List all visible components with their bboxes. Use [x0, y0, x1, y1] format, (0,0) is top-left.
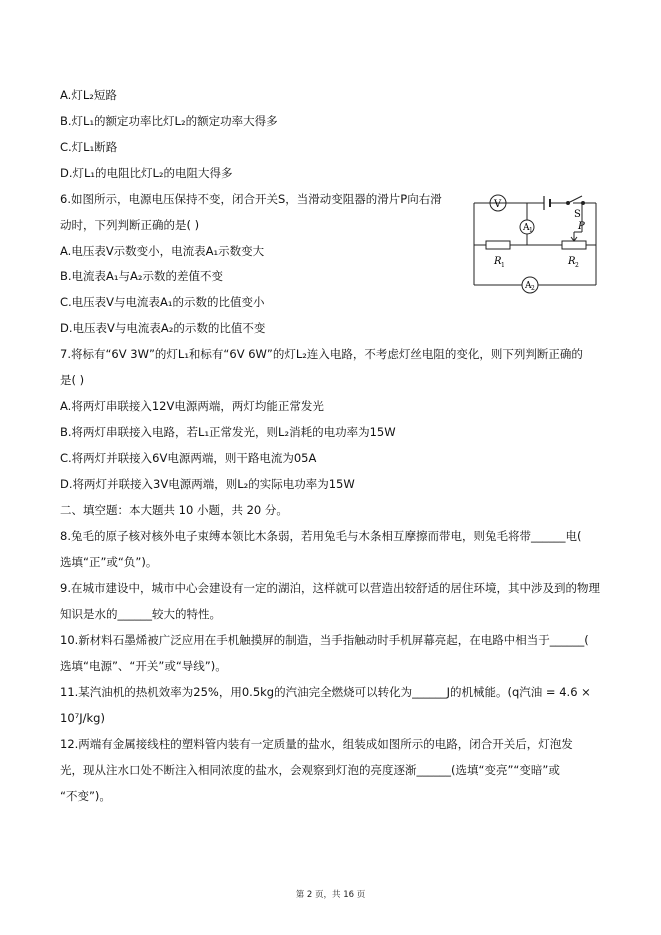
slider-label: P — [578, 221, 585, 232]
line-D-resistance: D.灯L₁的电阻比灯L₂的电阻大得多 — [60, 166, 233, 180]
r1-sub: 1 — [501, 262, 505, 269]
ammeter2-label: A — [525, 281, 532, 291]
voltmeter-label: V — [494, 199, 502, 210]
question-7-stem: 7.将标有“6V 3W”的灯L₁和标有“6V 6W”的灯L₂连入电路，不考虑灯丝电阻的变化，则下列判断正确的 — [60, 347, 583, 361]
question-10: 10.新材料石墨烯被广泛应用在手机触摸屏的制造，当手指触动时手机屏幕亮起，在电路中相当于______( — [60, 633, 589, 647]
question-6-stem: 6.如图所示，电源电压保持不变，闭合开关S，当滑动变阻器的滑片P向右滑 — [60, 192, 442, 206]
question-10-cont: 选填“电源”、“开关”或“导线”)。 — [60, 659, 227, 673]
page-footer: 第 2 页，共 16 页 — [295, 890, 366, 900]
question-7-option-a: A.将两灯串联接入12V电源两端，两灯均能正常发光 — [60, 399, 324, 413]
line-B-power: B.灯L₁的额定功率比灯L₂的额定功率大得多 — [60, 114, 278, 128]
question-12: 12.两端有金属接线柱的塑料管内装有一定质量的盐水，组装成如图所示的电路，闭合开关后，灯泡发 — [60, 737, 573, 751]
r2-sub: 2 — [575, 262, 579, 269]
question-6-option-c: C.电压表V与电流表A₁的示数的比值变小 — [60, 295, 265, 309]
circuit-diagram — [470, 188, 610, 298]
question-6-stem-cont: 动时，下列判断正确的是( ) — [60, 218, 200, 232]
line-C-open: C.灯L₁断路 — [60, 140, 118, 154]
r2-label: R — [568, 256, 576, 267]
question-6-option-d: D.电压表V与电流表A₂的示数的比值不变 — [60, 321, 266, 335]
question-7-option-b: B.将两灯串联接入电路，若L₁正常发光，则L₂消耗的电功率为15W — [60, 425, 396, 439]
question-11-cont: 10⁷J/kg) — [60, 711, 105, 725]
switch-label: S — [574, 209, 581, 220]
question-7-option-c: C.将两灯并联接入6V电源两端，则干路电流为05A — [60, 451, 317, 465]
question-12-cont2: “不变”)。 — [60, 789, 111, 803]
question-7-option-d: D.将两灯并联接入3V电源两端，则L₂的实际电功率为15W — [60, 477, 355, 491]
question-8-cont: 选填“正”或“负”)。 — [60, 555, 158, 569]
question-9-cont: 知识是水的______较大的特性。 — [60, 607, 221, 621]
question-12-cont: 光，现从注水口处不断注入相同浓度的盐水，会观察到灯泡的亮度逐渐______(选填“变亮”“变暗”或 — [60, 763, 560, 777]
section-heading: 二、填空题：本大题共 10 小题，共 20 分。 — [60, 503, 288, 517]
question-9: 9.在城市建设中，城市中心会建设有一定的湖泊，这样就可以营造出较舒适的居住环境，其中涉及到的物理 — [60, 581, 600, 595]
question-6-option-a: A.电压表V示数变小，电流表A₁示数变大 — [60, 244, 265, 258]
ammeter1-sub: 1 — [529, 227, 533, 234]
ammeter2-sub: 2 — [531, 285, 535, 292]
question-7-stem-cont: 是( ) — [60, 373, 85, 387]
question-8: 8.兔毛的原子核对核外电子束缚本领比木条弱，若用兔毛与木条相互摩擦而带电，则兔毛将带______电( — [60, 529, 582, 543]
line-A-short: A.灯L₂短路 — [60, 88, 117, 102]
question-11: 11.某汽油机的热机效率为25%，用0.5kg的汽油完全燃烧可以转化为______J的机械能。(q汽油 = 4.6 × — [60, 685, 591, 699]
question-6-option-b: B.电流表A₁与A₂示数的差值不变 — [60, 269, 223, 283]
r1-label: R — [494, 256, 502, 267]
ammeter1-label: A — [523, 223, 530, 233]
